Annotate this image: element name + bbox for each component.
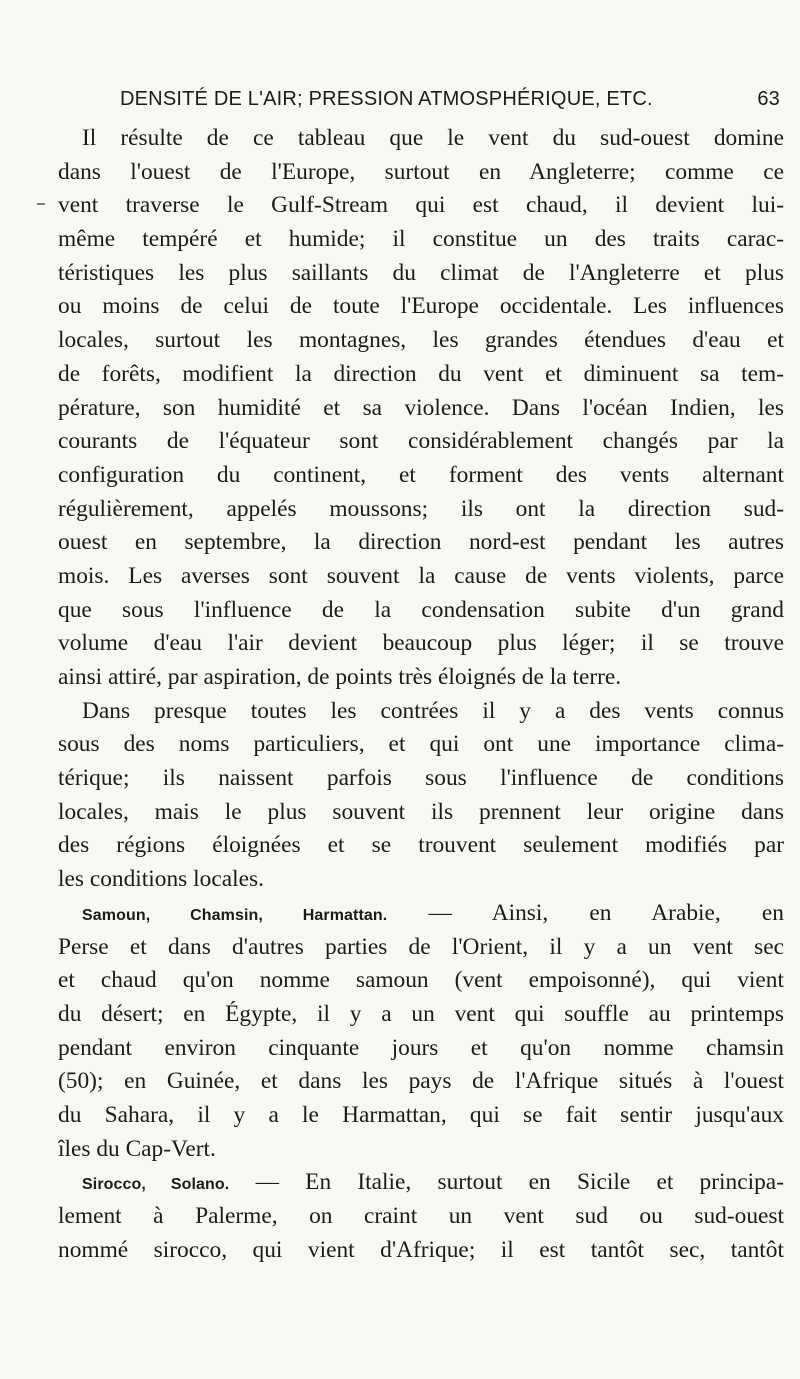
text-line: ainsi attiré, par aspiration, de points très éloignés de la terre. — [58, 664, 622, 690]
text-run: — En Italie, surtout en Sicile et principa- — [255, 1169, 784, 1196]
text-line: vent traverse le Gulf-Stream qui est chaud, il devient lui- — [58, 192, 784, 219]
text-line: même tempéré et humide; il constitue un des traits carac- — [58, 226, 784, 253]
text-line: les conditions locales. — [58, 866, 264, 893]
text-line: pérature, son humidité et sa violence. Dans l'océan Indien, les — [58, 394, 784, 421]
text-line: lement à Palerme, on craint un vent sud ou sud-ouest — [58, 1203, 784, 1229]
text-line — [58, 897, 784, 931]
text-line: des régions éloignées et se trouvent seulement modifiés par — [58, 832, 784, 859]
text-line: que sous l'influence de la condensation subite d'un grand — [58, 596, 784, 623]
text-line: et chaud qu'on nomme samoun (vent empoisonné), qui vient — [58, 967, 784, 994]
text-line: sous des noms particuliers, et qui ont une importance clima- — [58, 731, 784, 758]
text-line: Dans presque toutes les contrées il y a des vents connus — [82, 697, 784, 724]
section-heading-samoun: Samoun, Chamsin, Harmattan. — [82, 906, 388, 924]
text-line: locales, mais le plus souvent ils prennent leur origine dans — [58, 798, 784, 825]
page-number: 63 — [757, 88, 780, 110]
text-line: pendant environ cinquante jours et qu'on nomme chamsin — [58, 1034, 784, 1061]
text-line — [58, 1166, 784, 1200]
text-line: dans l'ouest de l'Europe, surtout en Angleterre; comme ce — [58, 158, 784, 185]
text-line: téristiques les plus saillants du climat de l'Angleterre et plus — [58, 259, 784, 286]
running-title: DENSITÉ DE L'AIR; PRESSION ATMOSPHÉRIQUE, ETC. — [120, 88, 653, 110]
text-run: — Ainsi, en Arabie, en — [428, 899, 784, 926]
text-line: courants de l'équateur sont considérablement changés par la — [58, 428, 784, 455]
text-line: mois. Les averses sont souvent la cause de vents violents, parce — [58, 562, 784, 589]
print-mark — [37, 203, 45, 205]
text-line: nommé sirocco, qui vient d'Afrique; il est tantôt sec, tantôt — [58, 1236, 784, 1263]
text-line: ou moins de celui de toute l'Europe occidentale. Les influences — [58, 293, 784, 320]
running-header — [120, 88, 780, 118]
text-line: régulièrement, appelés moussons; ils ont la direction sud- — [58, 495, 784, 522]
text-line: Perse et dans d'autres parties de l'Orient, il y a un vent sec — [58, 933, 784, 960]
text-line: îles du Cap-Vert. — [58, 1135, 216, 1162]
text-line: volume d'eau l'air devient beaucoup plus léger; il se trouve — [58, 630, 784, 657]
text-line: Il résulte de ce tableau que le vent du sud-ouest domine — [82, 125, 784, 151]
text-line: ouest en septembre, la direction nord-est pendant les autres — [58, 529, 784, 556]
text-line: du désert; en Égypte, il y a un vent qui souffle au printemps — [58, 1000, 784, 1027]
text-line: du Sahara, il y a le Harmattan, qui se fait sentir jusqu'aux — [58, 1101, 784, 1128]
text-line: configuration du continent, et forment des vents alternant — [58, 461, 784, 488]
text-line: de forêts, modifient la direction du vent et diminuent sa tem- — [58, 360, 784, 387]
body-text — [58, 122, 784, 1267]
text-line: (50); en Guinée, et dans les pays de l'Afrique situés à l'ouest — [58, 1068, 784, 1095]
text-line: locales, surtout les montagnes, les grandes étendues d'eau et — [58, 327, 784, 354]
text-line: térique; ils naissent parfois sous l'influence de conditions — [58, 765, 784, 792]
section-heading-sirocco: Sirocco, Solano. — [82, 1176, 230, 1194]
